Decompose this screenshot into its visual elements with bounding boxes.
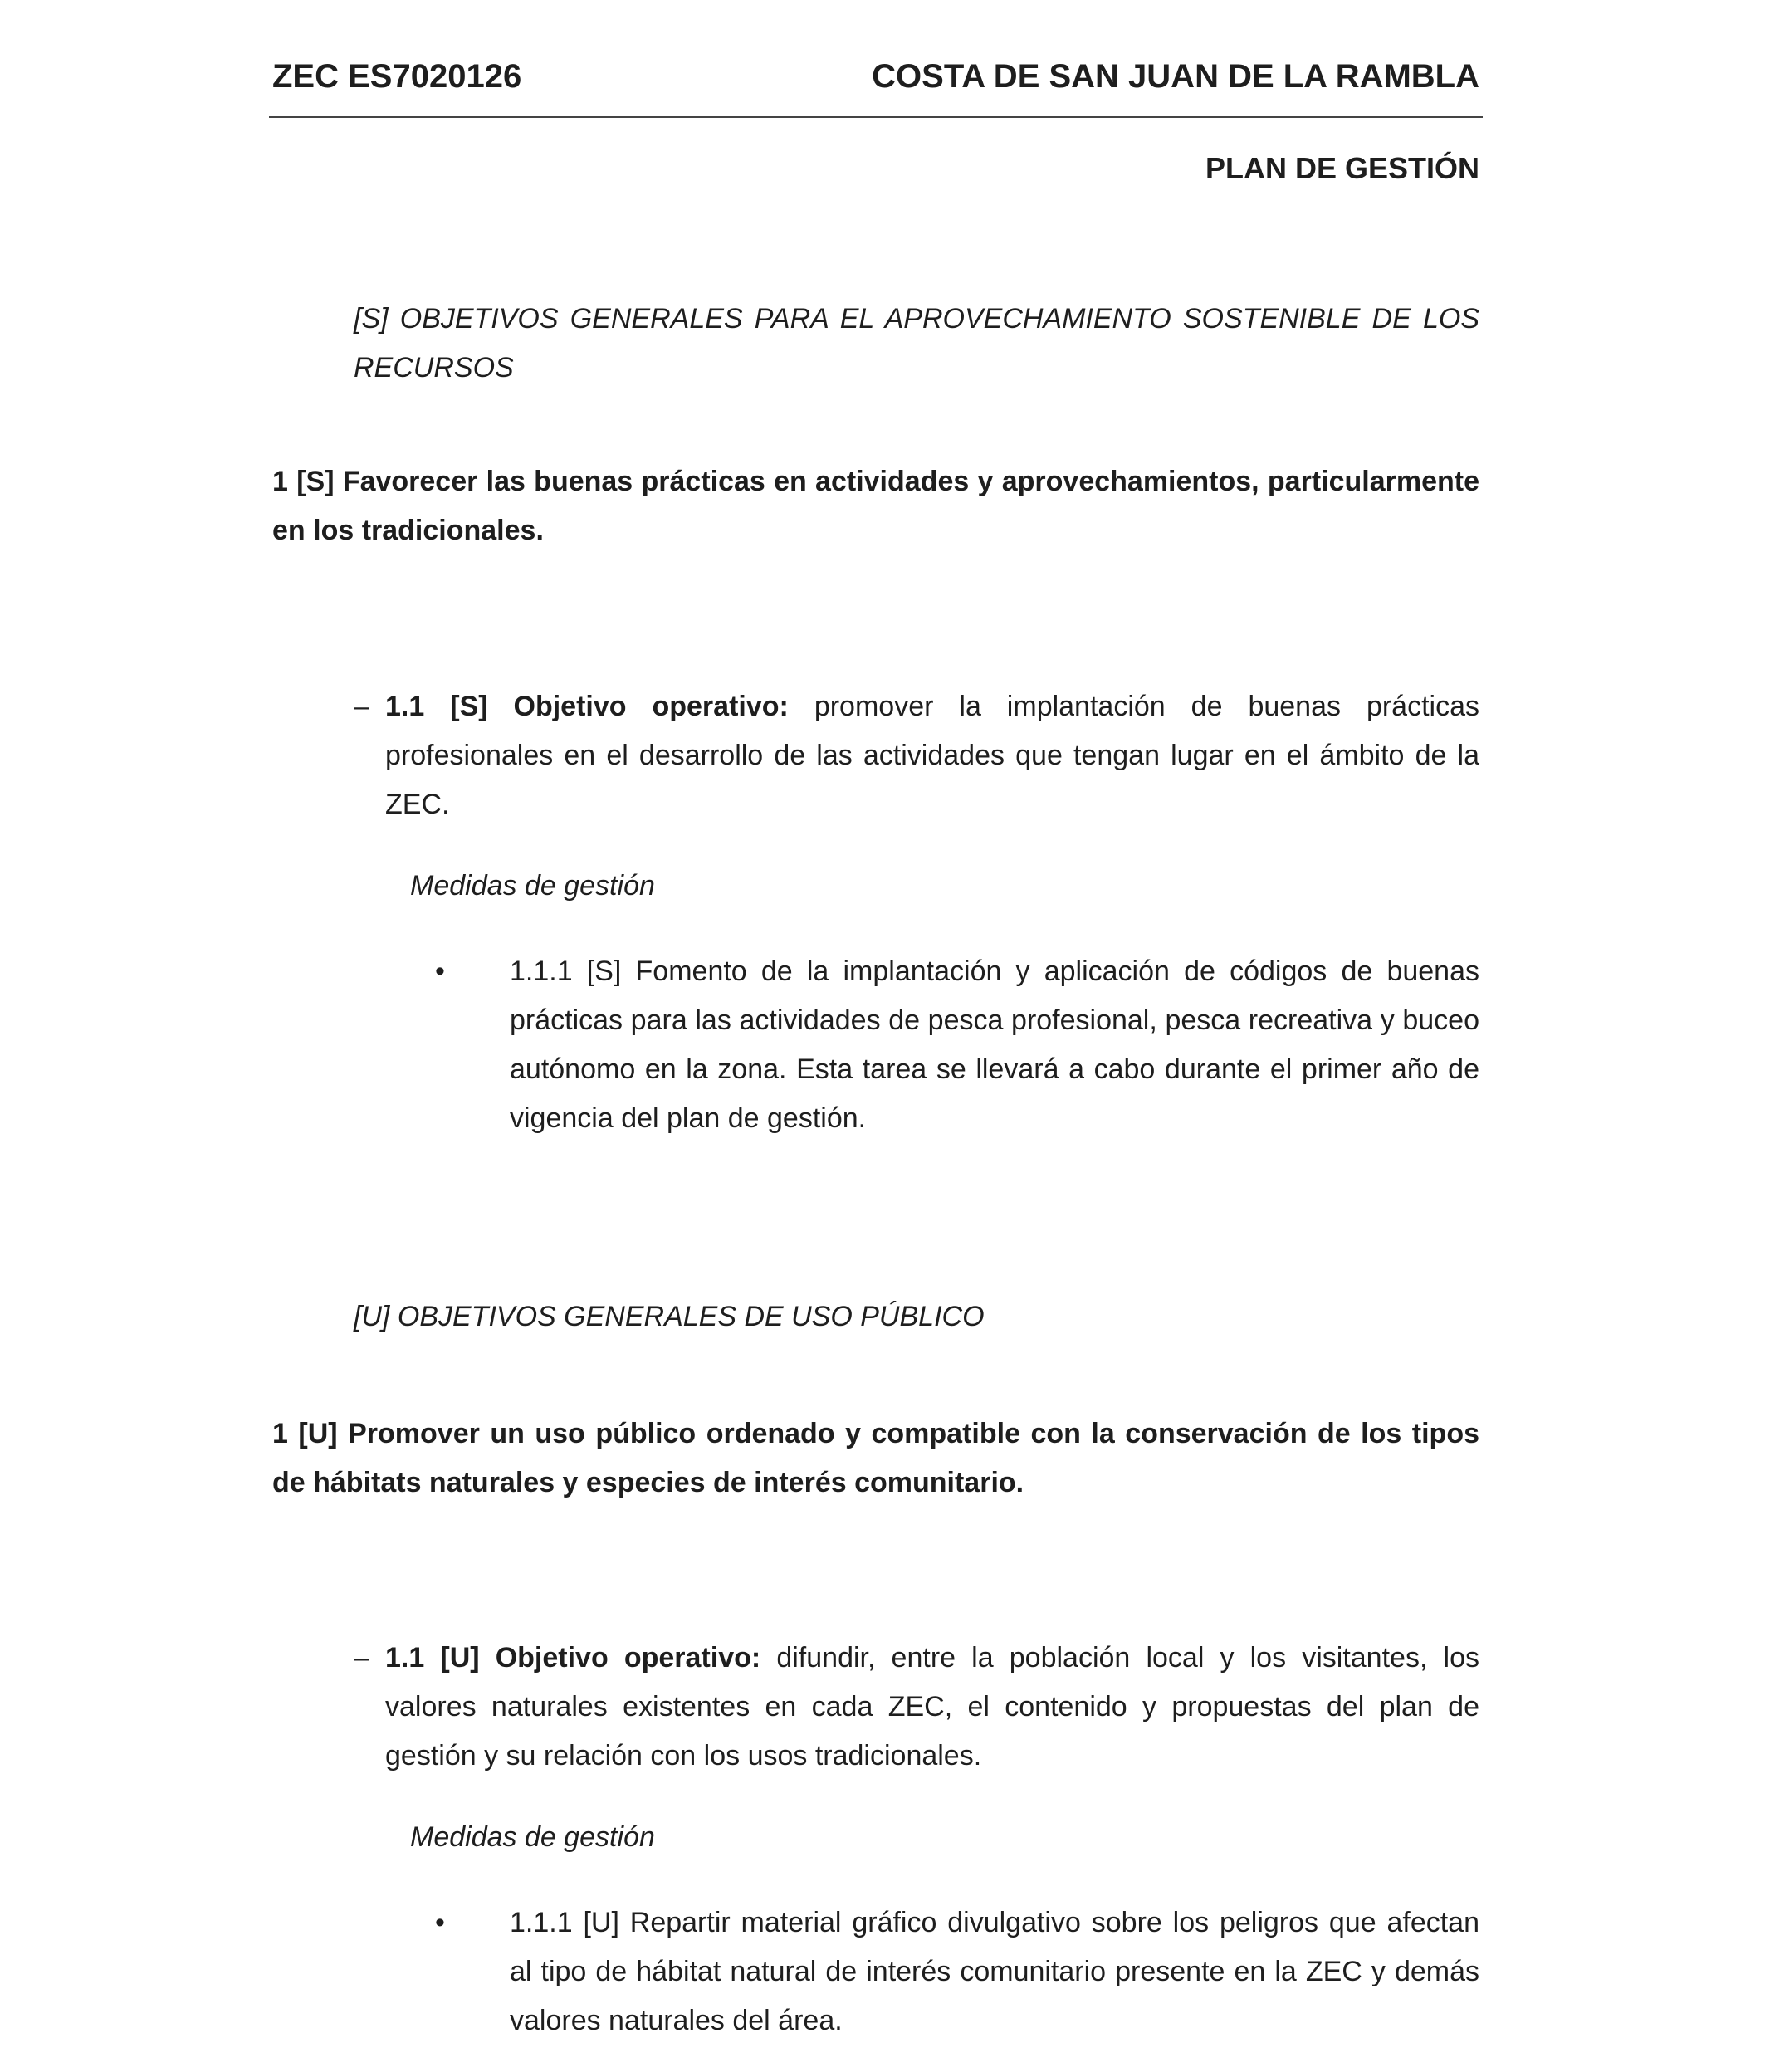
document-page (272, 0, 1479, 2072)
section-u-goal: 1 [U] Promover un uso público ordenado y compatible con la conservación de los tipos de hábitats naturales y especies de interés comunitario. (272, 1418, 1479, 1498)
dash-marker: – (354, 1642, 369, 1674)
operative-objective-label: 1.1 [U] Objetivo operativo: (385, 1642, 761, 1674)
section-s-title: [S] OBJETIVOS GENERALES PARA EL APROVECHAMIENTO SOSTENIBLE DE LOS RECURSOS (354, 303, 1479, 384)
header-site-name: COSTA DE SAN JUAN DE LA RAMBLA (872, 57, 1479, 95)
header-site-code: ZEC ES7020126 (272, 57, 522, 95)
measure-text: 1.1.1 [S] Fomento de la implantación y aplicación de códigos de buenas prácticas para las actividades de pesca profesional, pesca recreativa y buceo autónomo en la zona. Esta tarea se llevará a cabo durante el primer año de vigencia del plan de gestión. (510, 955, 1479, 1134)
operative-objective-text (385, 682, 1479, 829)
operative-objective-label: 1.1 [S] Objetivo operativo: (385, 691, 789, 722)
section-u-title: [U] OBJETIVOS GENERALES DE USO PÚBLICO (354, 1301, 985, 1332)
measure-text: 1.1.1 [U] Repartir material gráfico divulgativo sobre los peligros que afectan al tipo de hábitat natural de interés comunitario presente en la ZEC y demás valores naturales del área. (510, 1907, 1479, 2036)
plan-title: PLAN DE GESTIÓN (1205, 151, 1479, 185)
bullet-marker: • (435, 955, 445, 987)
section-s-measures-label: Medidas de gestión (410, 870, 655, 902)
section-u-measures-label: Medidas de gestión (410, 1821, 655, 1853)
header-divider (269, 116, 1483, 118)
operative-objective-body: difundir, entre la población local y los visitantes, los valores naturales existentes en cada ZEC, el contenido y propuestas del plan de gestión y su relación con los usos tradicionales. (385, 1642, 1479, 1771)
page-header (272, 51, 1479, 101)
bullet-marker: • (435, 1907, 445, 1938)
dash-marker: – (354, 691, 369, 722)
operative-objective-body: promover la implantación de buenas prácticas profesionales en el desarrollo de las actividades que tengan lugar en el ámbito de la ZEC. (385, 691, 1479, 820)
operative-objective-text (385, 1634, 1479, 1781)
section-s-goal: 1 [S] Favorecer las buenas prácticas en actividades y aprovechamientos, particularmente en los tradicionales. (272, 466, 1479, 546)
